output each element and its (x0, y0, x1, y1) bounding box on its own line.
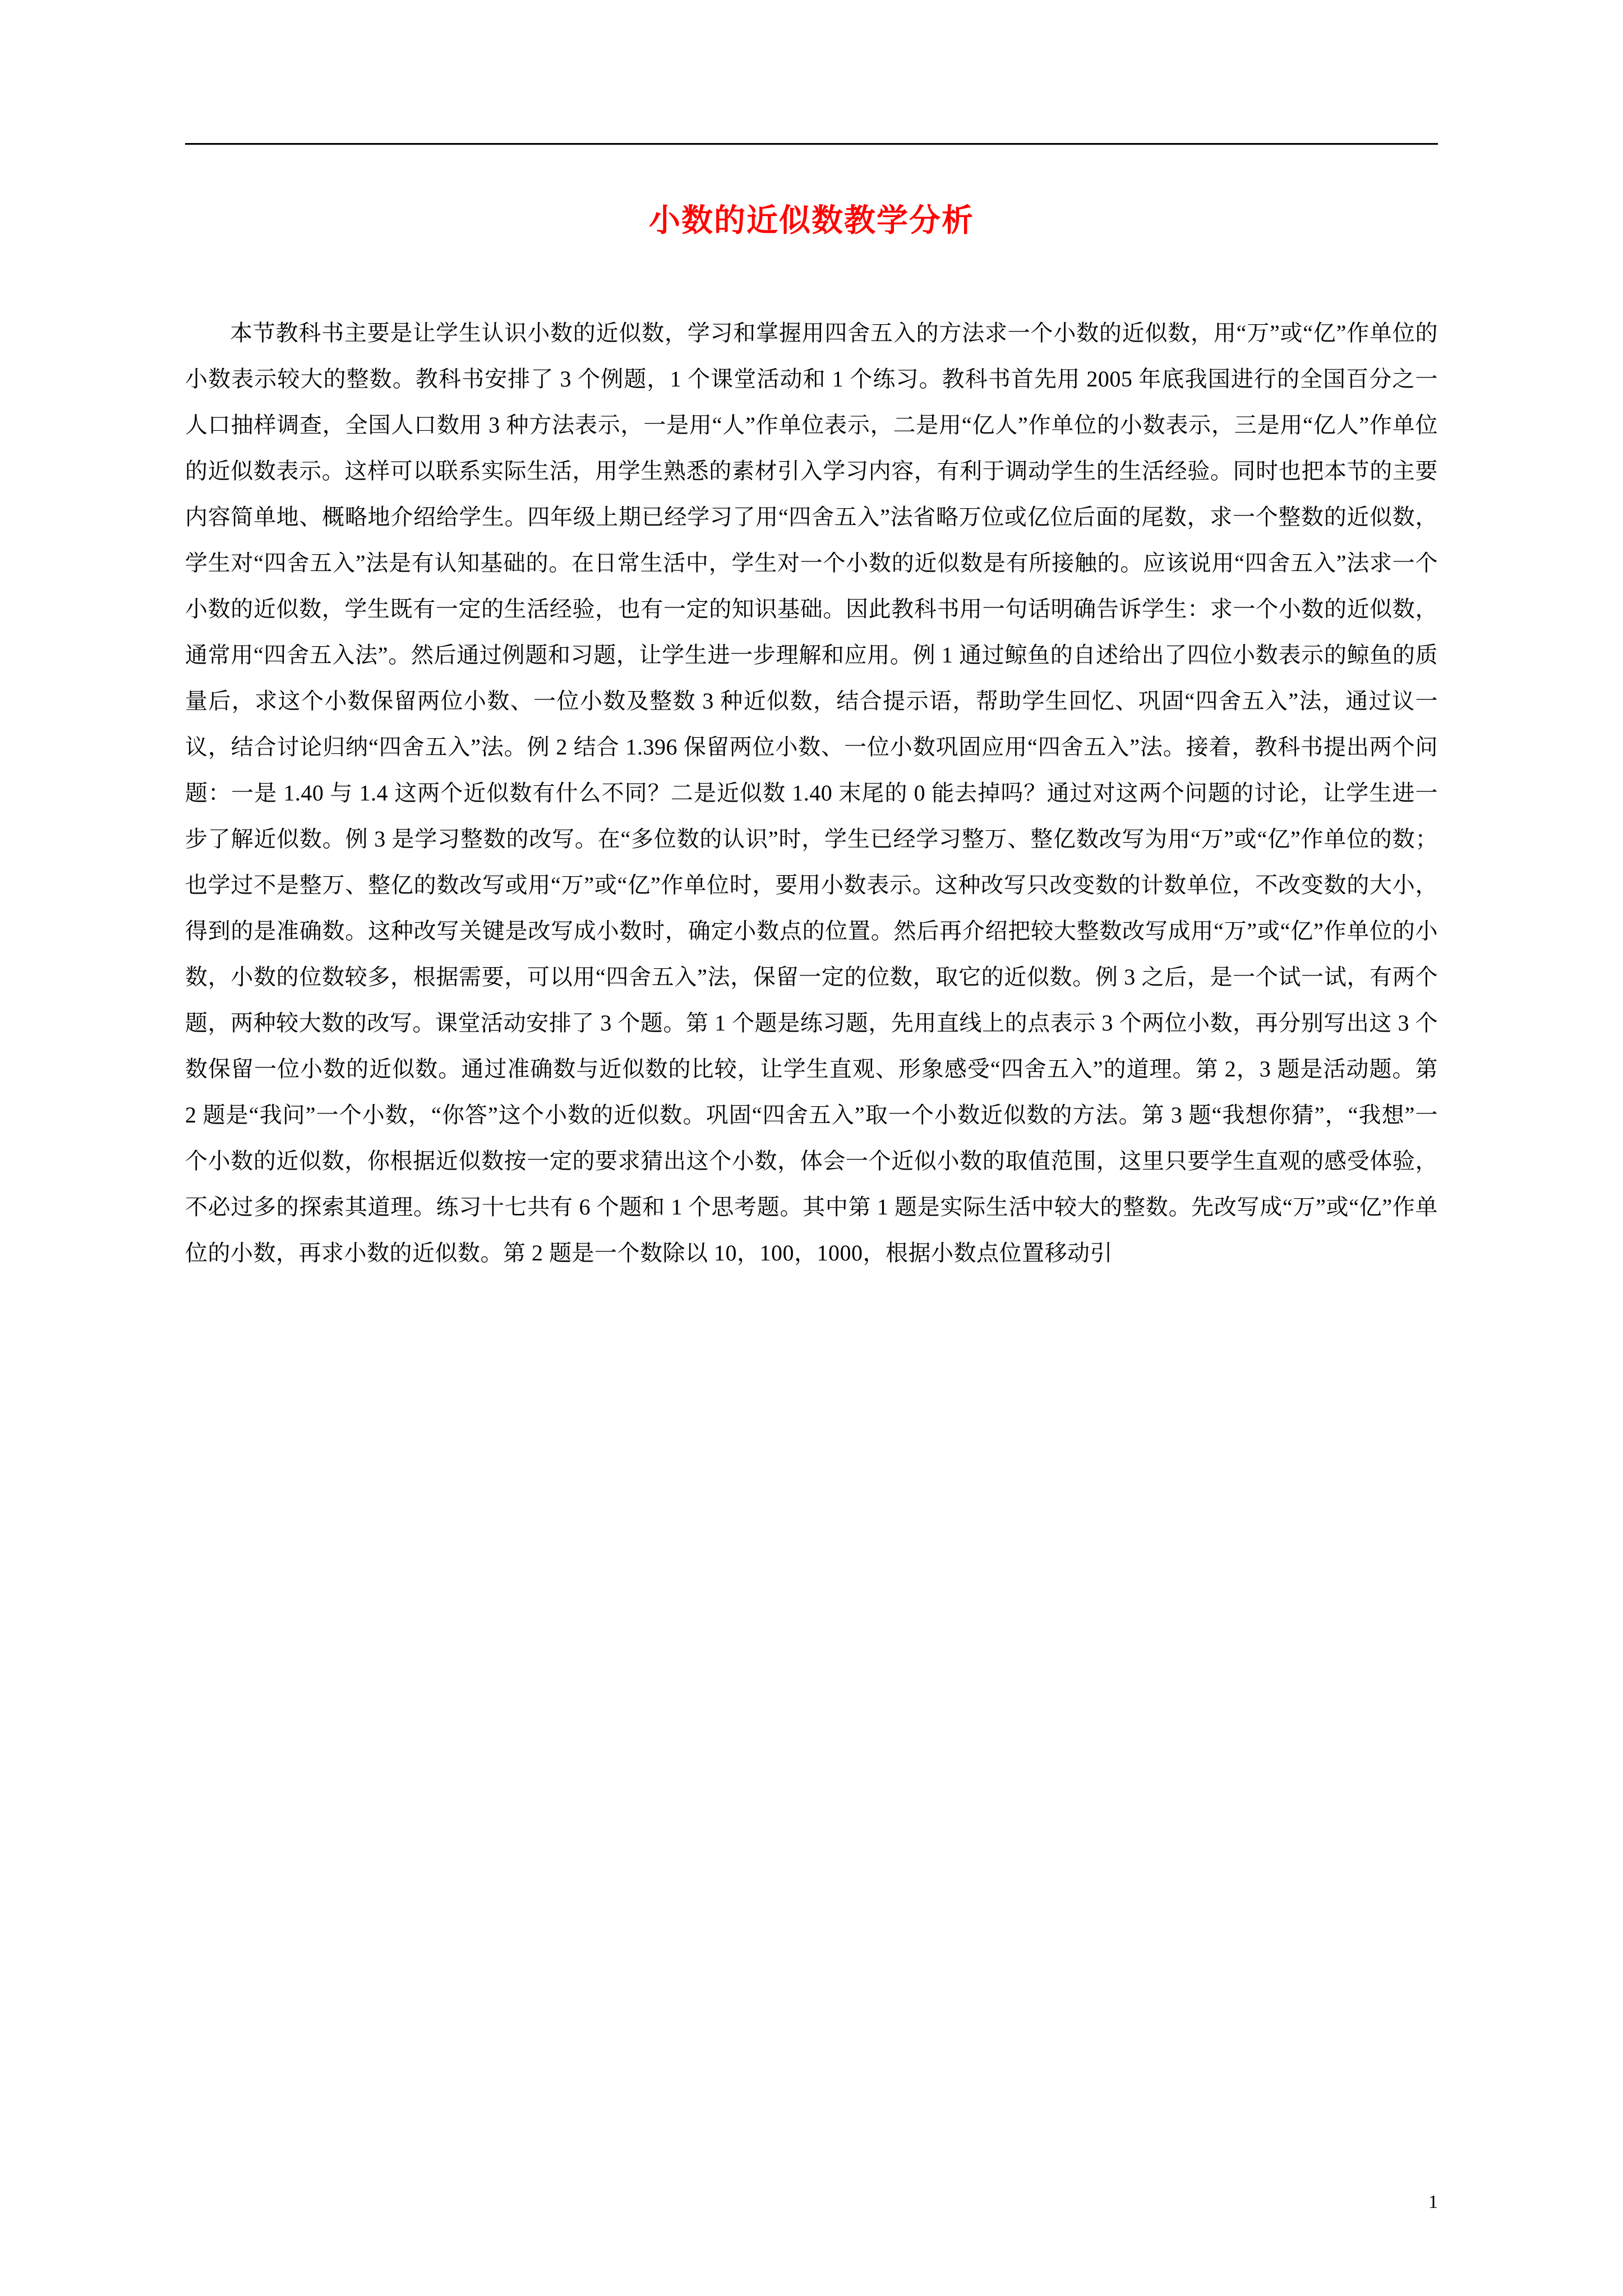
page-number: 1 (1428, 2192, 1438, 2212)
header-divider (185, 143, 1438, 145)
body-paragraph: 本节教科书主要是让学生认识小数的近似数，学习和掌握用四舍五入的方法求一个小数的近似数，用“万”或“亿”作单位的小数表示较大的整数。教科书安排了 3 个例题，1 个课堂活动和 1 个练习。教科书首先用 2005 年底我国进行的全国百分之一人口抽样调查，全国人口数用 3 种方法表示，一是用“人”作单位表示，二是用“亿人”作单位的小数表示，三是用“亿人”作单位的近似数表示。这样可以联系实际生活，用学生熟悉的素材引入学习内容，有利于调动学生的生活经验。同时也把本节的主要内容简单地、概略地介绍给学生。四年级上期已经学习了用“四舍五入”法省略万位或亿位后面的尾数，求一个整数的近似数，学生对“四舍五入”法是有认知基础的。在日常生活中，学生对一个小数的近似数是有所接触的。应该说用“四舍五入”法求一个小数的近似数，学生既有一定的生活经验，也有一定的知识基础。因此教科书用一句话明确告诉学生：求一个小数的近似数，通常用“四舍五入法”。然后通过例题和习题，让学生进一步理解和应用。例 1 通过鲸鱼的自述给出了四位小数表示的鲸鱼的质量后，求这个小数保留两位小数、一位小数及整数 3 种近似数，结合提示语，帮助学生回忆、巩固“四舍五入”法，通过议一议，结合讨论归纳“四舍五入”法。例 2 结合 1.396 保留两位小数、一位小数巩固应用“四舍五入”法。接着，教科书提出两个问题：一是 1.40 与 1.4 这两个近似数有什么不同？二是近似数 1.40 末尾的 0 能去掉吗？通过对这两个问题的讨论，让学生进一步了解近似数。例 3 是学习整数的改写。在“多位数的认识”时，学生已经学习整万、整亿数改写为用“万”或“亿”作单位的数；也学过不是整万、整亿的数改写或用“万”或“亿”作单位时，要用小数表示。这种改写只改变数的计数单位，不改变数的大小，得到的是准确数。这种改写关键是改写成小数时，确定小数点的位置。然后再介绍把较大整数改写成用“万”或“亿”作单位的小数，小数的位数较多，根据需要，可以用“四舍五入”法，保留一定的位数，取它的近似数。例 3 之后，是一个试一试，有两个题，两种较大数的改写。课堂活动安排了 3 个题。第 1 个题是练习题，先用直线上的点表示 3 个两位小数，再分别写出这 3 个数保留一位小数的近似数。通过准确数与近似数的比较，让学生直观、形象感受“四舍五入”的道理。第 2，3 题是活动题。第 2 题是“我问”一个小数，“你答”这个小数的近似数。巩固“四舍五入”取一个小数近似数的方法。第 3 题“我想你猜”，“我想”一个小数的近似数，你根据近似数按一定的要求猜出这个小数，体会一个近似小数的取值范围，这里只要学生直观的感受体验，不必过多的探索其道理。练习十七共有 6 个题和 1 个思考题。其中第 1 题是实际生活中较大的整数。先改写成“万”或“亿”作单位的小数，再求小数的近似数。第 2 题是一个数除以 10，100，1000，根据小数点位置移动引 (185, 320, 1438, 1266)
page-title: 小数的近似数教学分析 (649, 204, 974, 238)
